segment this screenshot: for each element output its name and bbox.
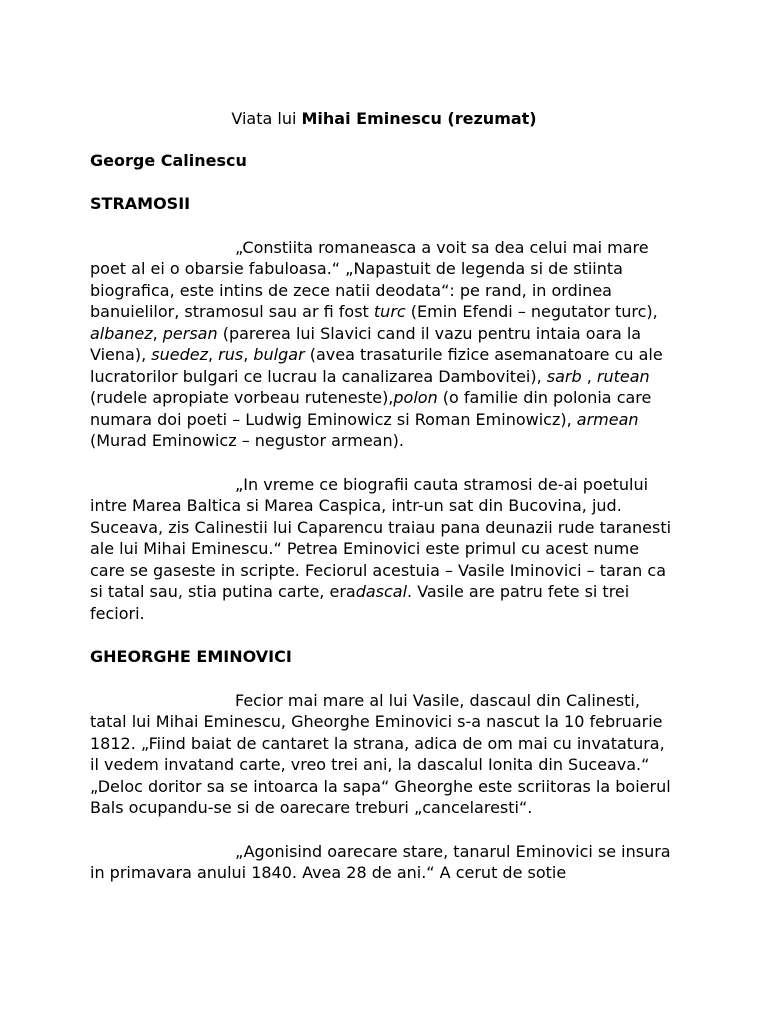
- p1-text-11: (Murad Eminowicz – negustor armean).: [90, 431, 404, 450]
- p1-italic-8: rutean: [596, 366, 650, 386]
- author-name: George Calinescu: [90, 150, 247, 170]
- p2-text-1: „In vreme ce biografii cauta stramosi de-ai poetului intre Marea Baltica si Marea Caspica, intr-un sat din Bucovina, jud. Suceava, zis Calinestii lui Caparencu traiau pana deunazii rude taranesti ale lui Mihai Eminescu.“ Petrea Eminovici este primul cu acest nume care se gaseste in scripte. Feciorul acestuia – Vasile Iminovici – taran ca si tatal sau, stia putina carte, era: [90, 474, 672, 601]
- paragraph-3: Fecior mai mare al lui Vasile, dascaul din Calinesti, tatal lui Mihai Eminescu, Gheorghe Eminovici s-a nascut la 10 februarie 1812. „Fiind baiat de cantaret la strana, adica de om mai cu invatatura, il vedem invatand carte, vreo trei ani, la dascalul Ionita din Suceava.“ „Deloc doritor sa se intoarca la sapa“ Gheorghe este scriitoras la boierul Bals ocupandu-se si de oarecare treburi „cancelaresti“.: [90, 690, 671, 817]
- p1-text-10: (o familie din polonia care numara doi poeti – Ludwig Eminowicz si Roman Eminowicz),: [90, 388, 652, 429]
- document-page: [90, 108, 678, 906]
- p1-text-8: ,: [581, 366, 597, 386]
- paragraph-1: [90, 237, 678, 452]
- p1-italic-4: suedez: [151, 345, 208, 364]
- p2-italic-1: dascal: [355, 582, 408, 601]
- p2-text-2: . Vasile are patru fete si trei feciori.: [90, 582, 630, 623]
- p1-text-7: (avea trasaturile fizice asemanatoare cu ale lucratorilor bulgari ce lucrau la canalizarea Dambovitei),: [90, 345, 663, 386]
- p1-text-9: (rudele apropiate vorbeau ruteneste),: [90, 388, 394, 407]
- p1-text-6: ,: [243, 345, 254, 364]
- section-heading-stramosii: STRAMOSII: [90, 194, 191, 213]
- p1-text-4: (parerea lui Slavici cand il vazu pentru intaia oara la Viena),: [90, 323, 642, 364]
- p1-italic-2: albanez: [90, 323, 153, 343]
- title-bold: Mihai Eminescu (rezumat): [301, 109, 537, 128]
- title-prefix: Viata lui: [231, 109, 302, 128]
- p1-italic-3: persan: [162, 323, 218, 343]
- p1-text-5: ,: [207, 345, 219, 364]
- p1-italic-9: polon: [393, 388, 438, 407]
- p1-text-3: ,: [152, 323, 163, 343]
- paragraph-4: „Agonisind oarecare stare, tanarul Eminovici se insura in primavara anului 1840. Avea 28 de ani.“ A cerut de sotie: [90, 841, 671, 882]
- p1-italic-7: sarb: [546, 366, 582, 386]
- p1-text-1: „Constiita romaneasca a voit sa dea celui mai mare poet al ei o obarsie fabuloasa.“ „Napastuit de legenda si de stiinta biografica, este intins de zece natii deodata“: pe rand, in ordinea banuielilor, stramosul sau ar fi fost: [90, 237, 649, 321]
- p1-text-2: (Emin Efendi – negutator turc),: [405, 302, 658, 321]
- p1-italic-1: turc: [373, 302, 406, 321]
- paragraph-2: [90, 474, 678, 625]
- section-heading-gheorghe-eminovici: GHEORGHE EMINOVICI: [90, 647, 292, 666]
- document-title: [90, 108, 678, 130]
- p1-italic-10: armean: [576, 409, 639, 429]
- p1-italic-5: rus: [218, 345, 244, 364]
- p1-italic-6: bulgar: [253, 345, 305, 364]
